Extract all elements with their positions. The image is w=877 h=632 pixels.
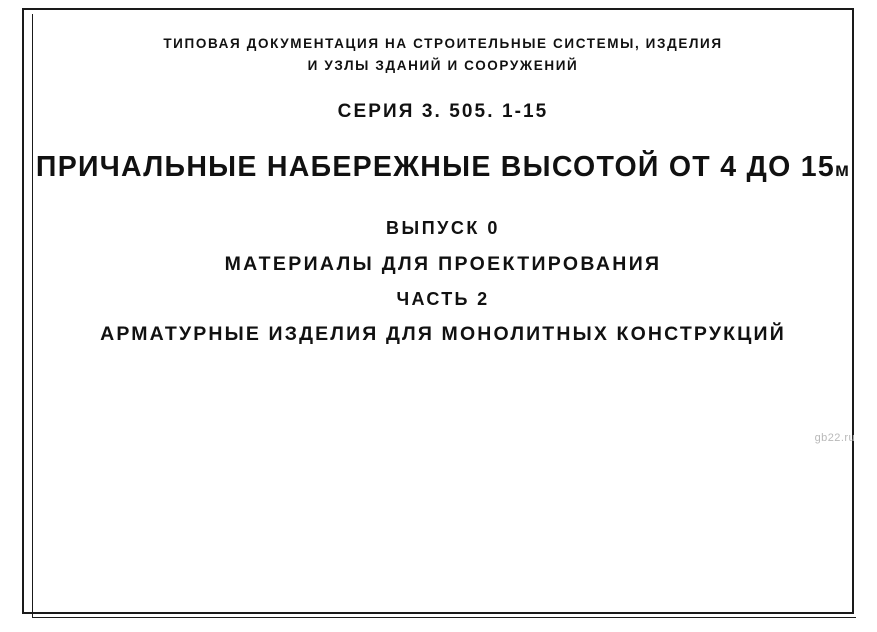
page-title xyxy=(32,151,854,184)
series-number: СЕРИЯ 3. 505. 1-15 xyxy=(337,100,549,122)
page-title-unit: м xyxy=(835,159,851,181)
document-header-line-2: И УЗЛЫ ЗДАНИЙ И СООРУЖЕНИЙ xyxy=(307,57,579,73)
watermark-text: gb22.ru xyxy=(814,432,855,444)
page-left-margin xyxy=(0,0,22,632)
document-header-line-1: ТИПОВАЯ ДОКУМЕНТАЦИЯ НА СТРОИТЕЛЬНЫЕ СИСТЕМЫ, ИЗДЕЛИЯ xyxy=(163,36,723,51)
title-page-content xyxy=(32,14,854,614)
part-subtitle: АРМАТУРНЫЕ ИЗДЕЛИЯ ДЛЯ МОНОЛИТНЫХ КОНСТРУКЦИЙ xyxy=(100,322,786,345)
page-title-text: ПРИЧАЛЬНЫЕ НАБЕРЕЖНЫЕ ВЫСОТОЙ ОТ 4 ДО 15 xyxy=(35,150,836,183)
part-number: ЧАСТЬ 2 xyxy=(396,288,490,309)
issue-number: ВЫПУСК 0 xyxy=(386,217,500,238)
issue-subtitle: МАТЕРИАЛЫ ДЛЯ ПРОЕКТИРОВАНИЯ xyxy=(224,252,662,275)
